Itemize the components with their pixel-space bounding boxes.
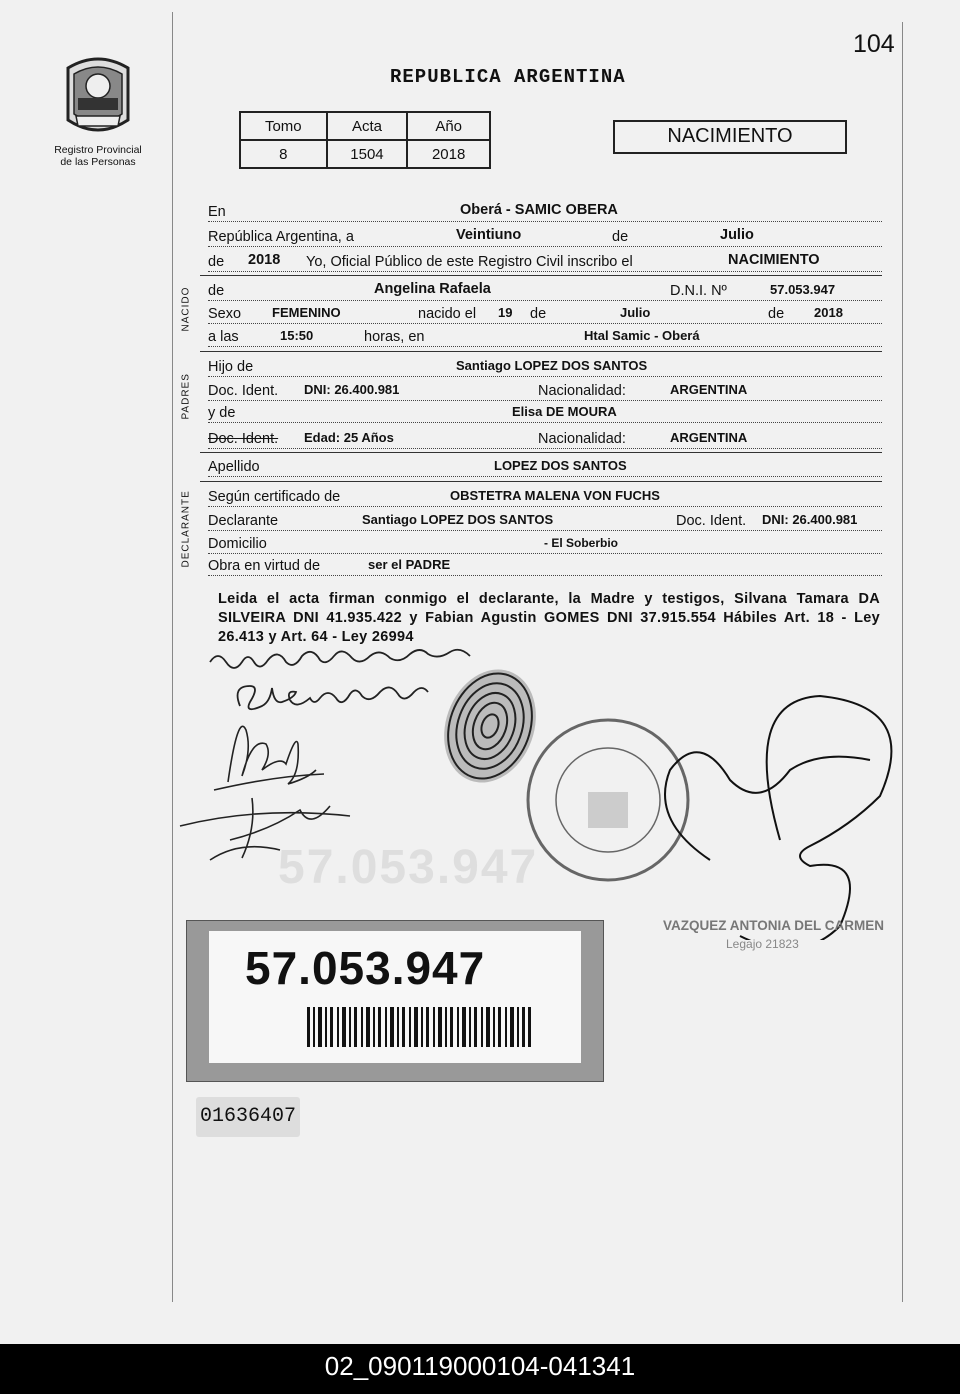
row-domicilio (208, 531, 882, 554)
row-declarante (208, 508, 882, 531)
section-label-declarante: DECLARANTE (180, 490, 192, 568)
value-lugar-nac: Htal Samic - Oberá (584, 328, 700, 343)
province-logo (48, 48, 148, 178)
value-madre-nac: ARGENTINA (670, 430, 748, 445)
footer-id-bar: 02_090119000104-041341 (0, 1344, 960, 1394)
official-stamp-legajo: Legajo 21823 (726, 937, 799, 951)
page-number: 104 (853, 30, 895, 58)
row-yo (208, 249, 882, 272)
record-id-table (239, 111, 491, 169)
value-sexo: FEMENINO (272, 305, 341, 320)
signature-madre (238, 686, 428, 709)
label-y-de: y de (208, 405, 236, 421)
label-horas-en: horas, en (364, 329, 425, 345)
act-type-box: NACIMIENTO (613, 120, 847, 154)
label-segun: Según certificado de (208, 489, 341, 505)
value-padre-doc: DNI: 26.400.981 (304, 382, 400, 397)
acta-header: Acta (327, 112, 408, 140)
value-obra: ser el PADRE (368, 557, 451, 572)
row-hora (208, 324, 882, 347)
value-mes-nac: Julio (620, 305, 651, 320)
value-nombre: Angelina Rafaela (374, 281, 491, 297)
row-madre-doc (208, 426, 882, 449)
value-declarante: Santiago LOPEZ DOS SANTOS (362, 512, 554, 527)
section-label-nacido: NACIDO (180, 286, 192, 332)
separator (200, 452, 882, 453)
witness-signature-1 (214, 726, 324, 790)
barcode-icon (307, 1007, 533, 1047)
label-yo: Yo, Oficial Público de este Registro Civil inscribo el (306, 254, 633, 270)
value-anio-nac: 2018 (814, 305, 843, 320)
row-apellido (208, 454, 882, 477)
row-obra (208, 553, 882, 576)
value-dni: 57.053.947 (770, 282, 836, 297)
label-doc-ident-2: Doc. Ident. (208, 431, 279, 447)
label-en: En (208, 204, 226, 220)
sticker-number: 57.053.947 (245, 942, 486, 994)
label-nacido-el: nacido el (418, 306, 477, 322)
tomo-value: 8 (240, 140, 327, 168)
row-republica (208, 224, 882, 247)
signature-declarante (210, 650, 470, 668)
anio-header: Año (407, 112, 490, 140)
row-sexo (208, 301, 882, 324)
value-tipo: NACIMIENTO (728, 252, 820, 268)
value-dia-nac: 19 (498, 305, 513, 320)
label-apellido: Apellido (208, 459, 260, 475)
row-hijo-de (208, 354, 882, 377)
coat-of-arms-icon (48, 48, 148, 143)
row-y-de (208, 400, 882, 423)
separator (200, 351, 882, 352)
row-nombre (208, 278, 882, 301)
logo-caption-line1: Registro Provincial (54, 144, 142, 156)
value-padre-nac: ARGENTINA (670, 382, 748, 397)
value-madre-doc: Edad: 25 Años (304, 430, 394, 445)
label-de-4: de (530, 306, 547, 322)
label-de-5: de (768, 306, 785, 322)
value-lugar: Oberá - SAMIC OBERA (460, 202, 618, 218)
label-sexo: Sexo (208, 306, 242, 322)
separator (200, 275, 882, 276)
value-certificado: OBSTETRA MALENA VON FUCHS (450, 488, 660, 503)
separator (200, 481, 882, 482)
id-sticker (186, 920, 604, 1082)
value-anio: 2018 (248, 252, 281, 268)
section-label-padres: PADRES (180, 373, 192, 420)
row-certificado (208, 484, 882, 507)
label-de-1: de (612, 229, 629, 245)
label-de-2: de (208, 254, 225, 270)
header-title: REPUBLICA ARGENTINA (390, 66, 626, 88)
value-declarante-doc: DNI: 26.400.981 (762, 512, 858, 527)
value-hora: 15:50 (280, 328, 314, 343)
row-en (208, 199, 882, 222)
label-hijo-de: Hijo de (208, 359, 254, 375)
serial-stamp: 01636407 (196, 1097, 300, 1137)
label-nacionalidad-2: Nacionalidad: (538, 431, 626, 447)
value-apellido: LOPEZ DOS SANTOS (494, 458, 627, 473)
label-doc-ident-3: Doc. Ident. (676, 513, 747, 529)
label-de-3: de (208, 283, 225, 299)
signature-official (665, 696, 891, 940)
label-declarante: Declarante (208, 513, 279, 529)
label-dni: D.N.I. Nº (670, 283, 727, 299)
closing-paragraph: Leida el acta firman conmigo el declarante, la Madre y testigos, Silvana Tamara DA SILVEIRA DNI 41.935.422 y Fabian Agustin GOMES DNI 37.915.554 Hábiles Art. 18 - Ley 26.413 y Art. 64 - Ley 26994 (218, 591, 880, 645)
official-stamp-name: VAZQUEZ ANTONIA DEL CARMEN (663, 918, 885, 933)
acta-value: 1504 (327, 140, 408, 168)
label-a-las: a las (208, 329, 239, 345)
anio-value: 2018 (407, 140, 490, 168)
value-domicilio: - El Soberbio (544, 536, 619, 550)
tomo-header: Tomo (240, 112, 327, 140)
label-nacionalidad-1: Nacionalidad: (538, 383, 626, 399)
label-domicilio: Domicilio (208, 536, 267, 552)
logo-caption-line2: de las Personas (60, 156, 136, 168)
watermark-number: 57.053.947 (278, 841, 539, 894)
value-dia-letras: Veintiuno (456, 227, 522, 243)
value-padre: Santiago LOPEZ DOS SANTOS (456, 358, 648, 373)
official-seal (528, 720, 688, 880)
label-republica: República Argentina, a (208, 229, 354, 245)
label-obra: Obra en virtud de (208, 558, 321, 574)
label-doc-ident-1: Doc. Ident. (208, 383, 279, 399)
value-mes: Julio (720, 227, 754, 243)
row-padre-doc (208, 378, 882, 401)
signatures-area (170, 640, 910, 940)
value-madre: Elisa DE MOURA (512, 404, 617, 419)
